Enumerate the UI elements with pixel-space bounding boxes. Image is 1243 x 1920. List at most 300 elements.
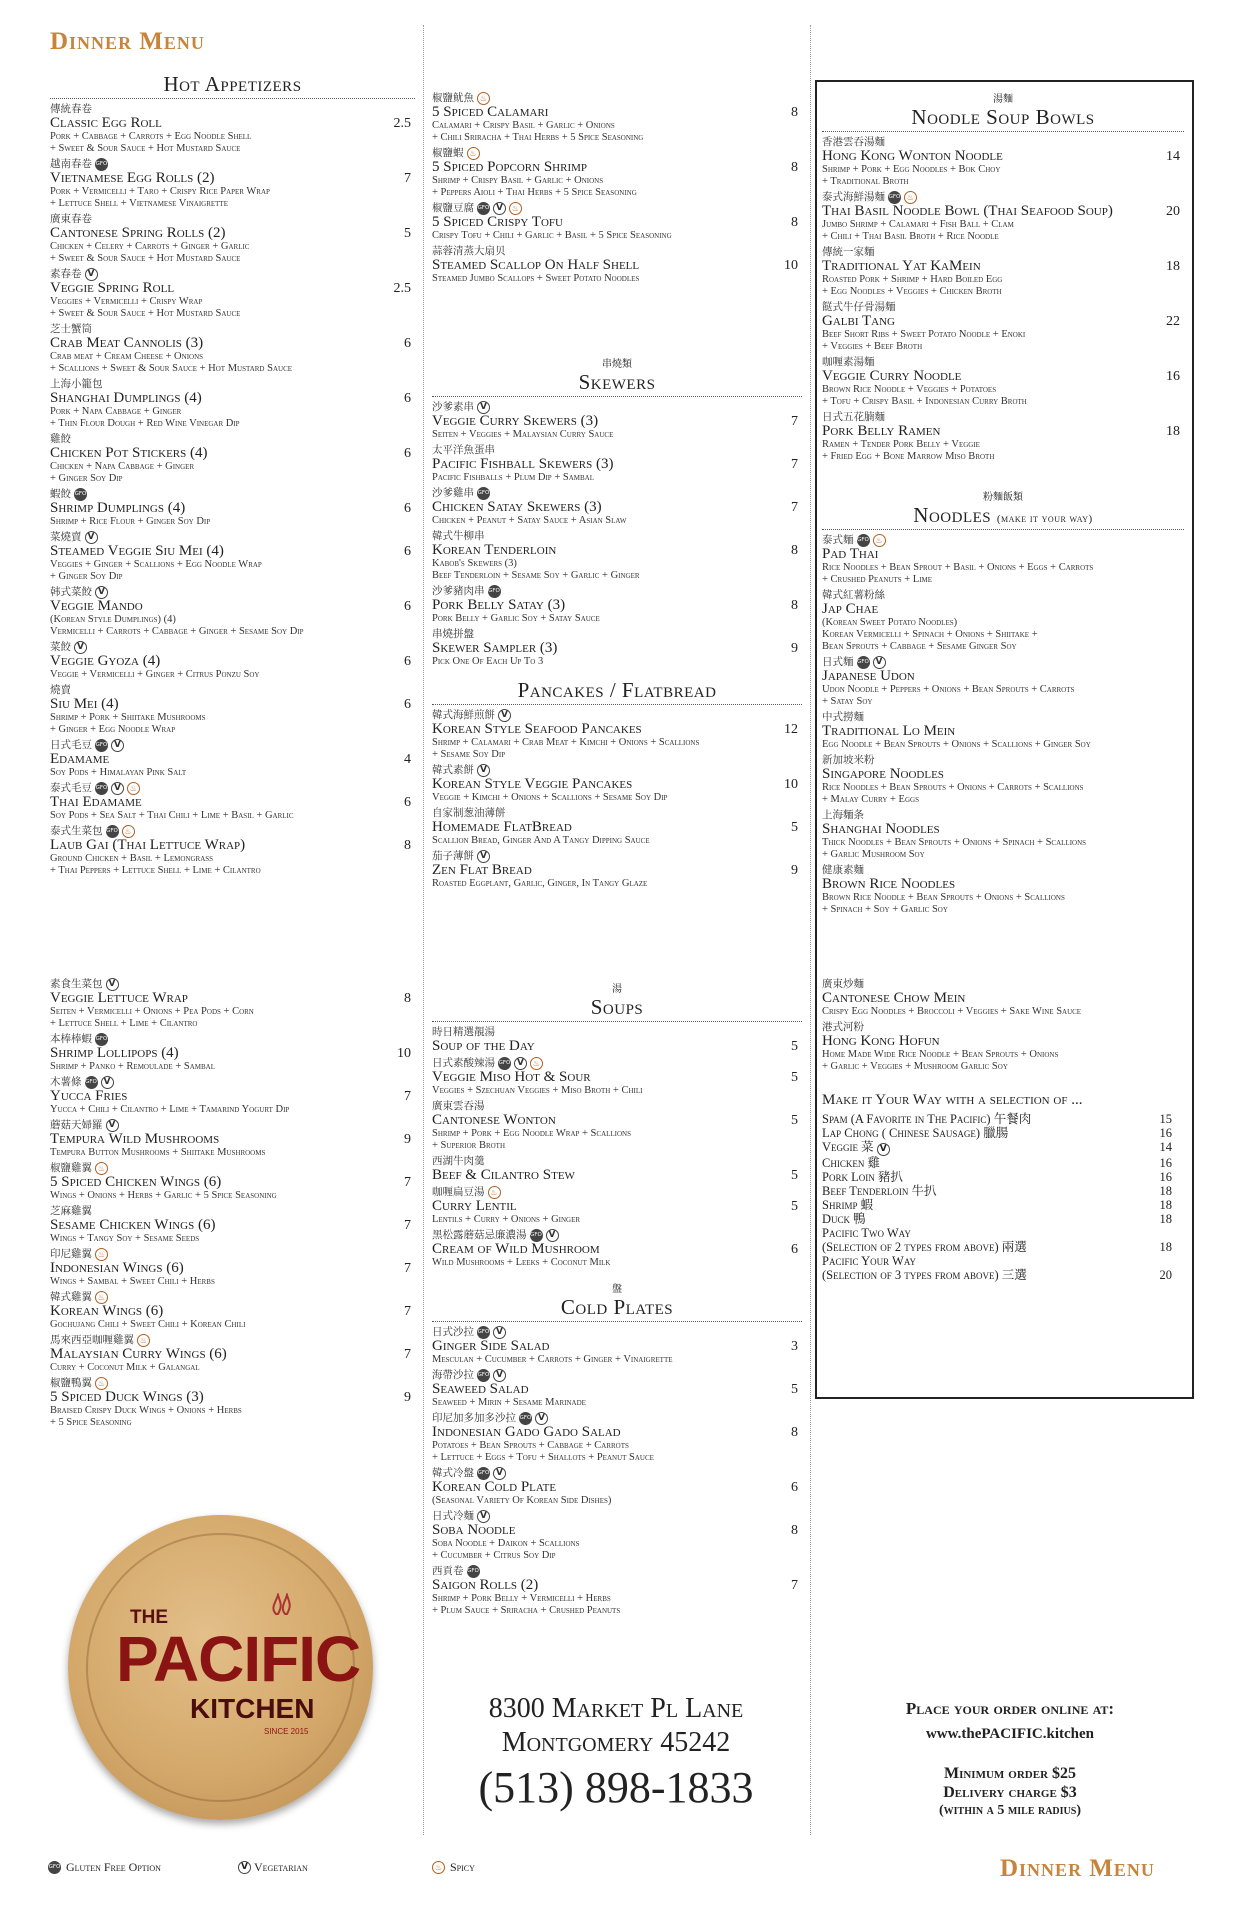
item-name: Homemade FlatBread	[432, 819, 572, 835]
item-price: 4	[404, 752, 411, 767]
item-description: Wings + Onions + Herbs + Garlic + 5 Spice Seasoning	[50, 1190, 277, 1201]
item-description: Shrimp + Pork + Egg Noodle Wrap + Scallions	[432, 1128, 632, 1139]
section-title: Cold Plates	[560, 1295, 674, 1319]
spicy-icon: ♨	[467, 147, 480, 160]
menu-item	[432, 147, 802, 199]
item-name-row	[432, 1578, 802, 1593]
item-description: Pacific Fishballs + Plum Dip + Sambal	[432, 472, 594, 483]
item-description: Chicken + Peanut + Satay Sauce + Asian Slaw	[432, 515, 627, 526]
item-description: + Fried Egg + Bone Marrow Miso Broth	[822, 451, 995, 462]
item-description: Beef Short Ribs + Sweet Potato Noodle + Enoki	[822, 329, 1026, 340]
item-chinese-text: 太平洋魚蛋串	[432, 444, 495, 456]
vegetarian-icon: V	[877, 1143, 890, 1156]
legend-vegetarian	[238, 1860, 308, 1875]
item-name-row	[432, 863, 802, 878]
menu-item	[50, 1248, 415, 1288]
item-description: + Malay Curry + Eggs	[822, 794, 919, 805]
item-name-row	[50, 1304, 415, 1319]
menu-item	[432, 1186, 802, 1226]
item-description: + Sweet & Sour Sauce + Hot Mustard Sauce	[50, 308, 241, 319]
menu-item	[50, 488, 415, 528]
item-price: 5	[791, 820, 798, 835]
spicy-icon: ♨	[432, 1861, 445, 1874]
noodles-section	[822, 488, 1184, 919]
order-url-link[interactable]: www.thePACIFIC.kitchen	[925, 1726, 1095, 1742]
item-name-row	[432, 105, 802, 120]
vegetarian-icon: V	[873, 656, 886, 669]
item-description: Brown Rice Noodle + Veggies + Potatoes	[822, 384, 997, 395]
option-label	[822, 1198, 873, 1212]
item-name-row	[432, 258, 802, 273]
item-name: Veggie Gyoza (4)	[50, 653, 161, 669]
menu-item	[432, 1026, 802, 1054]
item-chinese-text: 素食生菜包	[50, 978, 103, 990]
option-label	[822, 1112, 1031, 1126]
item-description: Soy Pods + Sea Salt + Thai Chili + Lime + Basil + Garlic	[50, 810, 294, 821]
section-subtitle: (make it your way)	[996, 513, 1093, 525]
spicy-icon: ♨	[122, 825, 135, 838]
vegetarian-icon: V	[514, 1057, 527, 1070]
item-name-row	[50, 544, 415, 559]
item-description: Seiten + Vermicelli + Onions + Pea Pods + Corn	[50, 1006, 254, 1017]
item-name: Sesame Chicken Wings (6)	[50, 1217, 216, 1233]
item-name-row	[432, 722, 802, 737]
menu-item	[50, 103, 415, 155]
option-price: 20	[1159, 1268, 1172, 1282]
item-chinese-text: 沙爹素串	[432, 401, 474, 413]
menu-item	[50, 782, 415, 822]
item-description: Rice Noodles + Bean Sprout + Basil + Onions + Eggs + Carrots	[822, 562, 1094, 573]
section-heading	[432, 678, 802, 705]
item-chinese-text: 傳統一家麵	[822, 246, 875, 258]
vegetarian-icon: V	[493, 202, 506, 215]
item-chinese-text: 傳統春卷	[50, 103, 92, 115]
item-description: + Scallions + Sweet & Sour Sauce + Hot Mustard Sauce	[50, 363, 293, 374]
item-chinese-text: 椒鹽豆腐	[432, 202, 474, 214]
item-name: Traditional Yat KaMein	[822, 258, 981, 274]
item-price: 2.5	[393, 116, 411, 131]
gluten-free-icon: GFO	[488, 585, 501, 598]
item-name: Pork Belly Ramen	[822, 423, 941, 439]
item-description: + Traditional Broth	[822, 176, 909, 187]
gluten-free-icon: GFO	[106, 825, 119, 838]
gluten-free-icon: GFO	[467, 1565, 480, 1578]
option-label	[822, 1140, 890, 1156]
item-name-row	[50, 1261, 415, 1276]
item-name-row	[432, 1168, 802, 1183]
menu-item	[432, 628, 802, 668]
item-chinese-text: 韓式冷盤	[432, 1467, 474, 1479]
item-chinese-text: 咖喱素湯麵	[822, 356, 875, 368]
item-description: + Ginger Soy Dip	[50, 571, 123, 582]
make-it-your-way	[822, 1092, 1172, 1282]
item-chinese-text: 素春卷	[50, 268, 82, 280]
make-it-your-way-row	[822, 1240, 1172, 1254]
option-price: 18	[1159, 1212, 1172, 1226]
item-name-row	[822, 204, 1184, 219]
item-chinese-text: 印尼加多加多沙拉	[432, 1412, 516, 1424]
item-description: + Superior Broth	[432, 1140, 506, 1151]
item-description: Ramen + Tender Pork Belly + Veggie	[822, 439, 980, 450]
spicy-icon: ♨	[137, 1334, 150, 1347]
item-name: Korean Style Veggie Pancakes	[432, 776, 633, 792]
option-price: 14	[1159, 1140, 1172, 1154]
item-name-row	[50, 171, 415, 186]
item-description: + Ginger Soy Dip	[50, 473, 123, 484]
spicy-icon: ♨	[95, 1291, 108, 1304]
soups-section	[432, 980, 802, 1272]
item-name: Soba Noodle	[432, 1522, 516, 1538]
legend-gf-label: Gluten Free Option	[66, 1860, 161, 1874]
item-name: Shrimp Dumplings (4)	[50, 500, 186, 516]
item-chinese-text: 椒鹽雞翼	[50, 1162, 92, 1174]
item-chinese-text: 本棒棒蝦	[50, 1033, 92, 1045]
item-name-row	[432, 1242, 802, 1257]
option-label-text: Lap Chong ( Chinese Sausage) 臘腸	[822, 1126, 1009, 1140]
flame-icon	[268, 1593, 294, 1615]
item-name: Vietnamese Egg Rolls (2)	[50, 170, 215, 186]
item-name: Chicken Pot Stickers (4)	[50, 445, 208, 461]
item-name: Thai Basil Noodle Bowl (Thai Seafood Soup)	[822, 203, 1113, 219]
item-chinese-text: 韓式雞翼	[50, 1291, 92, 1303]
item-description: + Egg Noodles + Veggies + Chicken Broth	[822, 286, 1002, 297]
legend-gluten-free	[48, 1860, 161, 1875]
item-description: + Sweet & Sour Sauce + Hot Mustard Sauce	[50, 253, 241, 264]
item-price: 7	[404, 1175, 411, 1190]
item-price	[1180, 669, 1184, 684]
item-name: Yucca Fries	[50, 1088, 128, 1104]
item-chinese-text: 木薯條	[50, 1076, 82, 1088]
menu-item	[822, 136, 1184, 188]
option-label-text: Veggie 菜	[822, 1140, 874, 1154]
delivery-radius: (within a 5 mile radius)	[938, 1803, 1081, 1818]
item-price: 3	[791, 1339, 798, 1354]
item-chinese-text: 時日精選靚湯	[432, 1026, 495, 1038]
skewers-section	[432, 355, 802, 671]
legend-v-label: Vegetarian	[254, 1860, 308, 1874]
item-chinese-text: 韓式海鮮煎餅	[432, 709, 495, 721]
item-chinese-text: 韓式紅薯粉絲	[822, 589, 885, 601]
item-name-row	[50, 226, 415, 241]
menu-item	[50, 641, 415, 681]
item-name: Brown Rice Noodles	[822, 876, 956, 892]
menu-item	[50, 1076, 415, 1116]
item-price	[1180, 767, 1184, 782]
logo-kitchen: KITCHEN	[190, 1693, 315, 1724]
item-name: Indonesian Wings (6)	[50, 1260, 184, 1276]
logo-cutting-board	[68, 1515, 373, 1820]
item-name-row	[432, 1070, 802, 1085]
item-price: 5	[791, 1168, 798, 1183]
section-heading	[432, 370, 802, 397]
gluten-free-icon: GFO	[857, 534, 870, 547]
item-name: 5 Spiced Crispy Tofu	[432, 214, 563, 230]
menu-item	[50, 158, 415, 210]
noodles-section-2	[822, 978, 1184, 1076]
item-description: Korean Vermicelli + Spinach + Onions + Shiitake +	[822, 629, 1038, 640]
make-it-your-way-row	[822, 1226, 1172, 1240]
item-chinese-text: 中式撈麵	[822, 711, 864, 723]
item-description: Jumbo Shrimp + Calamari + Fish Ball + Clam	[822, 219, 1014, 230]
item-description: Wings + Sambal + Sweet Chili + Herbs	[50, 1276, 215, 1287]
item-chinese-text: 椒鹽鴨翼	[50, 1377, 92, 1389]
item-chinese-text: 健康素麵	[822, 864, 864, 876]
item-description: Crispy Egg Noodles + Broccoli + Veggies + Sake Wine Sauce	[822, 1006, 1082, 1017]
item-description: Home Made Wide Rice Noodle + Bean Sprouts + Onions	[822, 1049, 1059, 1060]
item-name-row	[50, 1046, 415, 1061]
item-name: 5 Spiced Popcorn Shrimp	[432, 159, 588, 175]
order-online-label: Place your order online at:	[905, 1699, 1115, 1718]
gluten-free-icon: GFO	[95, 158, 108, 171]
section-chinese-label: 粉麵飯類	[983, 492, 1023, 503]
item-chinese-text: 泰式海鮮湯麵	[822, 191, 885, 203]
menu-item	[432, 1565, 802, 1617]
item-name-row	[432, 160, 802, 175]
item-name-row	[432, 1480, 802, 1495]
gluten-free-icon: GFO	[888, 191, 901, 204]
item-name-row	[822, 1034, 1184, 1049]
item-price	[1180, 602, 1184, 617]
item-price: 8	[791, 543, 798, 558]
option-label-text: Pacific Two Way	[822, 1226, 911, 1240]
item-name-row	[50, 116, 415, 131]
menu-item	[432, 530, 802, 582]
option-price: 18	[1159, 1240, 1172, 1254]
item-price: 20	[1166, 204, 1180, 219]
vegetarian-icon: V	[493, 1369, 506, 1382]
vegetarian-icon: V	[493, 1467, 506, 1480]
item-price: 8	[791, 105, 798, 120]
item-description: Udon Noodle + Peppers + Onions + Bean Sprouts + Carrots	[822, 684, 1075, 695]
item-price: 6	[791, 1480, 798, 1495]
item-description: Rice Noodles + Bean Sprouts + Onions + Carrots + Scallions	[822, 782, 1084, 793]
item-description: Pork + Cabbage + Carrots + Egg Noodle Shell	[50, 131, 252, 142]
footer-title: Dinner Menu	[1000, 1855, 1155, 1882]
menu-item	[50, 978, 415, 1030]
item-name: Soup of the Day	[432, 1038, 535, 1054]
item-description: + Lettuce Shell + Lime + Cilantro	[50, 1018, 198, 1029]
item-description: + Thin Flour Dough + Red Wine Vinegar Dip	[50, 418, 240, 429]
item-chinese-text: 泰式毛豆	[50, 782, 92, 794]
item-name: Chicken Satay Skewers (3)	[432, 499, 602, 515]
item-name: Korean Style Seafood Pancakes	[432, 721, 642, 737]
item-description: Crab meat + Cream Cheese + Onions	[50, 351, 204, 362]
item-name-row	[50, 1175, 415, 1190]
item-chinese-text: 海帶沙拉	[432, 1369, 474, 1381]
section-title: Hot Appetizers	[163, 72, 302, 96]
page-title: Dinner Menu	[50, 28, 205, 55]
legend-spicy	[432, 1860, 475, 1875]
item-name: Shanghai Dumplings (4)	[50, 390, 202, 406]
item-price: 6	[404, 391, 411, 406]
item-name: Steamed Scallop On Half Shell	[432, 257, 640, 273]
item-description: Bean Sprouts + Cabbage + Sesame Ginger Soy	[822, 641, 1017, 652]
item-chinese-text: 日式沙拉	[432, 1326, 474, 1338]
item-price: 8	[404, 838, 411, 853]
minimum-order: Minimum order $25	[943, 1765, 1077, 1782]
item-description: Chicken + Napa Cabbage + Ginger	[50, 461, 195, 472]
item-description: Veggie + Kimchi + Onions + Scallions + Sesame Soy Dip	[432, 792, 668, 803]
gluten-free-icon: GFO	[477, 487, 490, 500]
option-price: 16	[1159, 1170, 1172, 1184]
item-price: 7	[404, 1347, 411, 1362]
item-price: 6	[404, 654, 411, 669]
item-description: Veggies + Ginger + Scallions + Egg Noodle Wrap	[50, 559, 262, 570]
section-chinese-label: 湯麵	[993, 94, 1013, 105]
menu-item	[432, 585, 802, 625]
item-name-row	[50, 391, 415, 406]
item-description: + Lettuce Shell + Vietnamese Vinaigrette	[50, 198, 228, 209]
item-description: + Chili Sriracha + Thai Herbs + 5 Spice Seasoning	[432, 132, 644, 143]
item-name: 5 Spiced Duck Wings (3)	[50, 1389, 204, 1405]
option-label-text: Shrimp 蝦	[822, 1198, 874, 1212]
vegetarian-icon: V	[106, 978, 119, 991]
phone-number[interactable]: (513) 898-1833	[478, 1763, 754, 1812]
item-price	[1180, 724, 1184, 739]
item-name-row	[822, 369, 1184, 384]
item-chinese-text: 芝麻雞翼	[50, 1205, 92, 1217]
item-name-row	[822, 149, 1184, 164]
item-price: 14	[1166, 149, 1180, 164]
item-chinese-text: 雞餃	[50, 433, 71, 445]
hot-appetizers-column	[50, 72, 415, 880]
spicy-icon: ♨	[95, 1377, 108, 1390]
menu-item	[50, 323, 415, 375]
vegetarian-icon: V	[493, 1326, 506, 1339]
logo-since: SINCE 2015	[264, 1727, 309, 1736]
item-description: Vermicelli + Carrots + Cabbage + Ginger + Sesame Soy Dip	[50, 626, 304, 637]
item-description: Shrimp + Pork + Egg Noodles + Bok Choy	[822, 164, 1001, 175]
item-name-row	[432, 457, 802, 472]
item-name-row	[432, 641, 802, 656]
item-name: Shanghai Noodles	[822, 821, 940, 837]
section-heading	[822, 105, 1184, 132]
section-heading	[432, 1295, 802, 1322]
item-price	[1180, 877, 1184, 892]
item-chinese-text: 西貢卷	[432, 1565, 464, 1577]
item-chinese-text: 菜餃	[50, 641, 71, 653]
make-it-your-way-row	[822, 1156, 1172, 1170]
item-name-row	[822, 724, 1184, 739]
item-chinese-text: 日式毛豆	[50, 739, 92, 751]
item-description: + Garlic + Veggies + Mushroom Garlic Soy	[822, 1061, 1008, 1072]
item-chinese-text: 廣東炒麵	[822, 978, 864, 990]
item-price: 9	[404, 1132, 411, 1147]
column-divider	[810, 25, 811, 1835]
section-heading	[432, 995, 802, 1022]
item-name: 5 Spiced Chicken Wings (6)	[50, 1174, 222, 1190]
vegetarian-icon: V	[95, 586, 108, 599]
item-name-row	[50, 697, 415, 712]
item-name: Pad Thai	[822, 546, 879, 562]
section-heading	[50, 72, 415, 99]
item-name: Curry Lentil	[432, 1198, 517, 1214]
item-chinese-text: 蘑菇天婦羅	[50, 1119, 103, 1131]
item-name-row	[432, 1382, 802, 1397]
item-name: Korean Cold Plate	[432, 1479, 557, 1495]
item-price: 10	[397, 1046, 411, 1061]
section-heading	[822, 503, 1184, 530]
item-description: (Korean Style Dumplings) (4)	[50, 614, 176, 625]
item-description: Ground Chicken + Basil + Lemongrass	[50, 853, 214, 864]
item-description: + Chili + Thai Basil Broth + Rice Noodle	[822, 231, 999, 242]
item-price: 6	[791, 1242, 798, 1257]
item-description: Beef Tenderloin + Sesame Soy + Garlic + Ginger	[432, 570, 640, 581]
item-name-row	[432, 215, 802, 230]
menu-item	[822, 191, 1184, 243]
item-name: Cantonese Chow Mein	[822, 990, 966, 1006]
menu-item	[50, 1334, 415, 1374]
vegetarian-icon: V	[74, 641, 87, 654]
make-it-your-way-row	[822, 1140, 1172, 1156]
spicy-icon: ♨	[95, 1248, 108, 1261]
item-price: 8	[791, 215, 798, 230]
item-chinese-text: 咖喱扁豆湯	[432, 1186, 485, 1198]
address-line1: 8300 Market Pl Lane	[488, 1693, 744, 1724]
item-description: Veggies + Szechuan Veggies + Miso Broth + Chili	[432, 1085, 643, 1096]
item-price: 6	[404, 446, 411, 461]
item-description: Pick One Of Each Up To 3	[432, 656, 544, 667]
vegetarian-icon: V	[477, 850, 490, 863]
menu-item	[432, 92, 802, 144]
item-description: Wings + Tangy Soy + Sesame Seeds	[50, 1233, 200, 1244]
item-description: Soba Noodle + Daikon + Scallions	[432, 1538, 580, 1549]
item-chinese-text: 菜燒賣	[50, 531, 82, 543]
item-price: 9	[791, 863, 798, 878]
option-label-text: Chicken 雞	[822, 1156, 880, 1170]
item-name: Singapore Noodles	[822, 766, 944, 782]
item-chinese-text: 越南春卷	[50, 158, 92, 170]
vegetarian-icon: V	[111, 739, 124, 752]
menu-item	[50, 268, 415, 320]
item-name-row	[822, 547, 1184, 562]
item-chinese-text: 港式河粉	[822, 1021, 864, 1033]
item-description: Pork + Napa Cabbage + Ginger	[50, 406, 182, 417]
option-price: 18	[1159, 1184, 1172, 1198]
item-description: Crispy Tofu + Chili + Garlic + Basil + 5 Spice Seasoning	[432, 230, 672, 241]
item-description: Kabob's Skewers (3)	[432, 558, 517, 569]
item-name: Hong Kong Wonton Noodle	[822, 148, 1003, 164]
section-chinese-label: 盤	[612, 1284, 622, 1295]
item-price: 18	[1166, 259, 1180, 274]
item-description: Pork Belly + Garlic Soy + Satay Sauce	[432, 613, 600, 624]
item-name: Zen Flat Bread	[432, 862, 532, 878]
item-price: 6	[404, 795, 411, 810]
appetizers-column-2	[432, 92, 802, 288]
option-label-text: Pacific Your Way	[822, 1254, 917, 1268]
vegetarian-icon: V	[546, 1229, 559, 1242]
option-label	[822, 1126, 1008, 1140]
item-name: Classic Egg Roll	[50, 115, 162, 131]
item-chinese-text: 廣東春卷	[50, 213, 92, 225]
item-name: Jap Chae	[822, 601, 879, 617]
gluten-free-icon: GFO	[498, 1057, 511, 1070]
item-name: Galbi Tang	[822, 313, 895, 329]
item-description: Egg Noodle + Bean Sprouts + Onions + Scallions + Ginger Soy	[822, 739, 1091, 750]
item-chinese-text: 西湖牛肉羹	[432, 1155, 485, 1167]
item-price: 8	[791, 160, 798, 175]
menu-item	[822, 1021, 1184, 1073]
item-chinese-text: 馬來西亞咖喱雞翼	[50, 1334, 134, 1346]
item-name-row	[432, 1523, 802, 1538]
item-name: Traditional Lo Mein	[822, 723, 956, 739]
item-price: 6	[404, 544, 411, 559]
section-chinese-label: 串燒類	[602, 359, 632, 370]
menu-item	[432, 1155, 802, 1183]
menu-item	[432, 1467, 802, 1507]
item-name: Saigon Rolls (2)	[432, 1577, 539, 1593]
spicy-icon: ♨	[904, 191, 917, 204]
